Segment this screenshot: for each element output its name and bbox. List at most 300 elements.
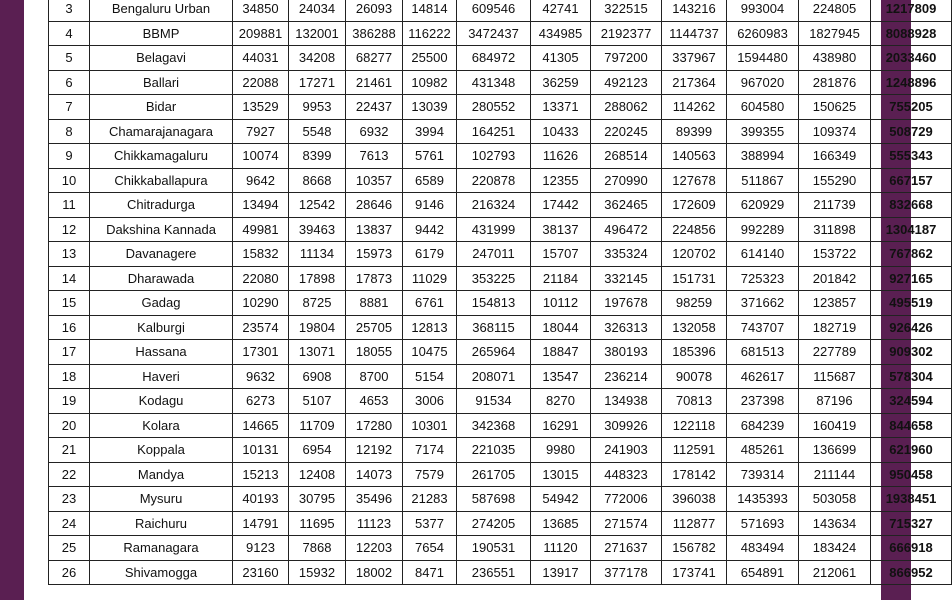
cell-c7: 332145	[591, 266, 662, 291]
cell-c6: 434985	[531, 21, 591, 46]
cell-c9: 681513	[727, 340, 799, 365]
table-row	[49, 340, 952, 365]
cell-c10: 123857	[799, 291, 871, 316]
cell-c2: 11134	[289, 242, 346, 267]
total-cell: 832668	[871, 193, 952, 218]
cell-c10: 211739	[799, 193, 871, 218]
cell-c10: 136699	[799, 438, 871, 463]
cell-c9: 614140	[727, 242, 799, 267]
cell-c9: 371662	[727, 291, 799, 316]
serial-number-cell: 20	[49, 413, 90, 438]
cell-c9: 399355	[727, 119, 799, 144]
cell-c6: 13917	[531, 560, 591, 585]
cell-c6: 12355	[531, 168, 591, 193]
cell-c8: 224856	[662, 217, 727, 242]
serial-number-cell: 11	[49, 193, 90, 218]
district-name-cell: Chitradurga	[90, 193, 233, 218]
district-name-cell: Mandya	[90, 462, 233, 487]
table-row	[49, 462, 952, 487]
cell-c2: 132001	[289, 21, 346, 46]
cell-c8: 127678	[662, 168, 727, 193]
cell-c8: 173741	[662, 560, 727, 585]
cell-c4: 9146	[403, 193, 457, 218]
cell-c1: 13494	[233, 193, 289, 218]
district-name-cell: Kalburgi	[90, 315, 233, 340]
cell-c1: 23574	[233, 315, 289, 340]
cell-c8: 151731	[662, 266, 727, 291]
district-name-cell: Ballari	[90, 70, 233, 95]
cell-c7: 335324	[591, 242, 662, 267]
cell-c4: 9442	[403, 217, 457, 242]
cell-c7: 797200	[591, 46, 662, 71]
cell-c3: 22437	[346, 95, 403, 120]
cell-c3: 8881	[346, 291, 403, 316]
cell-c1: 9123	[233, 536, 289, 561]
border-left	[0, 0, 24, 600]
total-cell: 866952	[871, 560, 952, 585]
cell-c10: 311898	[799, 217, 871, 242]
district-name-cell: Raichuru	[90, 511, 233, 536]
district-name-cell: Haveri	[90, 364, 233, 389]
cell-c10: 211144	[799, 462, 871, 487]
cell-c3: 13837	[346, 217, 403, 242]
cell-c5: 190531	[457, 536, 531, 561]
cell-c8: 140563	[662, 144, 727, 169]
table-row	[49, 119, 952, 144]
serial-number-cell: 19	[49, 389, 90, 414]
serial-number-cell: 21	[49, 438, 90, 463]
cell-c5: 261705	[457, 462, 531, 487]
table-body	[49, 0, 952, 585]
total-cell: 578304	[871, 364, 952, 389]
cell-c2: 39463	[289, 217, 346, 242]
cell-c5: 274205	[457, 511, 531, 536]
cell-c6: 18847	[531, 340, 591, 365]
cell-c1: 17301	[233, 340, 289, 365]
cell-c1: 9642	[233, 168, 289, 193]
cell-c10: 183424	[799, 536, 871, 561]
serial-number-cell: 25	[49, 536, 90, 561]
cell-c3: 17873	[346, 266, 403, 291]
table-row	[49, 487, 952, 512]
cell-c7: 496472	[591, 217, 662, 242]
cell-c7: 772006	[591, 487, 662, 512]
cell-c10: 438980	[799, 46, 871, 71]
serial-number-cell: 15	[49, 291, 90, 316]
total-cell: 950458	[871, 462, 952, 487]
cell-c5: 221035	[457, 438, 531, 463]
district-name-cell: Koppala	[90, 438, 233, 463]
cell-c7: 309926	[591, 413, 662, 438]
district-name-cell: BBMP	[90, 21, 233, 46]
cell-c5: 342368	[457, 413, 531, 438]
cell-c4: 14814	[403, 0, 457, 21]
total-cell: 926426	[871, 315, 952, 340]
total-cell: 715327	[871, 511, 952, 536]
cell-c3: 12192	[346, 438, 403, 463]
cell-c1: 44031	[233, 46, 289, 71]
table-row	[49, 21, 952, 46]
cell-c1: 34850	[233, 0, 289, 21]
cell-c3: 6932	[346, 119, 403, 144]
cell-c5: 368115	[457, 315, 531, 340]
cell-c7: 326313	[591, 315, 662, 340]
cell-c2: 9953	[289, 95, 346, 120]
cell-c9: 725323	[727, 266, 799, 291]
cell-c3: 68277	[346, 46, 403, 71]
cell-c9: 993004	[727, 0, 799, 21]
cell-c2: 8668	[289, 168, 346, 193]
cell-c1: 10074	[233, 144, 289, 169]
cell-c2: 11709	[289, 413, 346, 438]
cell-c10: 143634	[799, 511, 871, 536]
cell-c2: 17898	[289, 266, 346, 291]
cell-c5: 208071	[457, 364, 531, 389]
cell-c1: 22088	[233, 70, 289, 95]
cell-c4: 21283	[403, 487, 457, 512]
cell-c5: 587698	[457, 487, 531, 512]
total-cell: 324594	[871, 389, 952, 414]
cell-c3: 4653	[346, 389, 403, 414]
cell-c8: 112877	[662, 511, 727, 536]
cell-c6: 11626	[531, 144, 591, 169]
cell-c9: 967020	[727, 70, 799, 95]
cell-c2: 12542	[289, 193, 346, 218]
cell-c6: 18044	[531, 315, 591, 340]
cell-c7: 220245	[591, 119, 662, 144]
cell-c4: 25500	[403, 46, 457, 71]
total-cell: 666918	[871, 536, 952, 561]
serial-number-cell: 16	[49, 315, 90, 340]
district-name-cell: Chamarajanagara	[90, 119, 233, 144]
cell-c8: 337967	[662, 46, 727, 71]
cell-c8: 185396	[662, 340, 727, 365]
cell-c8: 90078	[662, 364, 727, 389]
serial-number-cell: 3	[49, 0, 90, 21]
cell-c9: 237398	[727, 389, 799, 414]
serial-number-cell: 18	[49, 364, 90, 389]
cell-c6: 13371	[531, 95, 591, 120]
table-row	[49, 144, 952, 169]
cell-c2: 15932	[289, 560, 346, 585]
cell-c10: 227789	[799, 340, 871, 365]
serial-number-cell: 5	[49, 46, 90, 71]
cell-c10: 153722	[799, 242, 871, 267]
serial-number-cell: 7	[49, 95, 90, 120]
cell-c8: 122118	[662, 413, 727, 438]
cell-c4: 116222	[403, 21, 457, 46]
cell-c1: 9632	[233, 364, 289, 389]
cell-c4: 10982	[403, 70, 457, 95]
cell-c9: 620929	[727, 193, 799, 218]
cell-c2: 6908	[289, 364, 346, 389]
cell-c10: 115687	[799, 364, 871, 389]
cell-c10: 281876	[799, 70, 871, 95]
cell-c5: 247011	[457, 242, 531, 267]
cell-c3: 8700	[346, 364, 403, 389]
cell-c4: 8471	[403, 560, 457, 585]
cell-c6: 42741	[531, 0, 591, 21]
total-cell: 1217809	[871, 0, 952, 21]
cell-c5: 609546	[457, 0, 531, 21]
table-row	[49, 438, 952, 463]
cell-c5: 353225	[457, 266, 531, 291]
cell-c5: 220878	[457, 168, 531, 193]
cell-c10: 155290	[799, 168, 871, 193]
cell-c9: 483494	[727, 536, 799, 561]
cell-c3: 21461	[346, 70, 403, 95]
total-cell: 667157	[871, 168, 952, 193]
cell-c6: 41305	[531, 46, 591, 71]
cell-c10: 212061	[799, 560, 871, 585]
cell-c8: 178142	[662, 462, 727, 487]
district-name-cell: Hassana	[90, 340, 233, 365]
serial-number-cell: 10	[49, 168, 90, 193]
total-cell: 767862	[871, 242, 952, 267]
serial-number-cell: 14	[49, 266, 90, 291]
cell-c7: 271637	[591, 536, 662, 561]
cell-c10: 166349	[799, 144, 871, 169]
cell-c10: 182719	[799, 315, 871, 340]
cell-c3: 10357	[346, 168, 403, 193]
serial-number-cell: 24	[49, 511, 90, 536]
cell-c4: 3006	[403, 389, 457, 414]
cell-c2: 7868	[289, 536, 346, 561]
district-name-cell: Kolara	[90, 413, 233, 438]
cell-c6: 10112	[531, 291, 591, 316]
cell-c5: 91534	[457, 389, 531, 414]
cell-c4: 10475	[403, 340, 457, 365]
total-cell: 1938451	[871, 487, 952, 512]
cell-c8: 132058	[662, 315, 727, 340]
cell-c1: 14791	[233, 511, 289, 536]
cell-c3: 11123	[346, 511, 403, 536]
cell-c1: 15832	[233, 242, 289, 267]
total-cell: 508729	[871, 119, 952, 144]
serial-number-cell: 12	[49, 217, 90, 242]
table-row	[49, 70, 952, 95]
total-cell: 1248896	[871, 70, 952, 95]
cell-c1: 209881	[233, 21, 289, 46]
cell-c1: 10290	[233, 291, 289, 316]
cell-c10: 87196	[799, 389, 871, 414]
cell-c1: 14665	[233, 413, 289, 438]
cell-c3: 7613	[346, 144, 403, 169]
cell-c5: 684972	[457, 46, 531, 71]
serial-number-cell: 9	[49, 144, 90, 169]
cell-c9: 654891	[727, 560, 799, 585]
total-cell: 1304187	[871, 217, 952, 242]
district-name-cell: Davanagere	[90, 242, 233, 267]
cell-c7: 271574	[591, 511, 662, 536]
cell-c10: 150625	[799, 95, 871, 120]
district-name-cell: Dakshina Kannada	[90, 217, 233, 242]
total-cell: 8088928	[871, 21, 952, 46]
cell-c9: 6260983	[727, 21, 799, 46]
serial-number-cell: 6	[49, 70, 90, 95]
cell-c1: 40193	[233, 487, 289, 512]
cell-c7: 134938	[591, 389, 662, 414]
district-name-cell: Bidar	[90, 95, 233, 120]
table-row	[49, 46, 952, 71]
document-sheet	[30, 0, 937, 608]
serial-number-cell: 26	[49, 560, 90, 585]
cell-c8: 156782	[662, 536, 727, 561]
cell-c8: 70813	[662, 389, 727, 414]
cell-c9: 571693	[727, 511, 799, 536]
cell-c4: 13039	[403, 95, 457, 120]
cell-c4: 5377	[403, 511, 457, 536]
serial-number-cell: 8	[49, 119, 90, 144]
cell-c6: 16291	[531, 413, 591, 438]
cell-c6: 21184	[531, 266, 591, 291]
cell-c6: 10433	[531, 119, 591, 144]
cell-c8: 396038	[662, 487, 727, 512]
cell-c5: 216324	[457, 193, 531, 218]
cell-c9: 462617	[727, 364, 799, 389]
district-name-cell: Bengaluru Urban	[90, 0, 233, 21]
total-cell: 909302	[871, 340, 952, 365]
cell-c6: 11120	[531, 536, 591, 561]
district-name-cell: Belagavi	[90, 46, 233, 71]
cell-c7: 2192377	[591, 21, 662, 46]
cell-c3: 17280	[346, 413, 403, 438]
serial-number-cell: 4	[49, 21, 90, 46]
cell-c2: 34208	[289, 46, 346, 71]
cell-c9: 992289	[727, 217, 799, 242]
cell-c9: 388994	[727, 144, 799, 169]
cell-c9: 743707	[727, 315, 799, 340]
cell-c8: 98259	[662, 291, 727, 316]
cell-c6: 13685	[531, 511, 591, 536]
total-cell: 927165	[871, 266, 952, 291]
cell-c4: 7654	[403, 536, 457, 561]
district-name-cell: Shivamogga	[90, 560, 233, 585]
cell-c6: 9980	[531, 438, 591, 463]
cell-c6: 36259	[531, 70, 591, 95]
district-name-cell: Kodagu	[90, 389, 233, 414]
total-cell: 621960	[871, 438, 952, 463]
cell-c4: 3994	[403, 119, 457, 144]
cell-c4: 10301	[403, 413, 457, 438]
cell-c8: 120702	[662, 242, 727, 267]
cell-c9: 511867	[727, 168, 799, 193]
cell-c7: 377178	[591, 560, 662, 585]
cell-c3: 386288	[346, 21, 403, 46]
cell-c6: 54942	[531, 487, 591, 512]
cell-c10: 224805	[799, 0, 871, 21]
cell-c2: 13071	[289, 340, 346, 365]
cell-c6: 38137	[531, 217, 591, 242]
cell-c8: 172609	[662, 193, 727, 218]
cell-c7: 236214	[591, 364, 662, 389]
cell-c4: 5761	[403, 144, 457, 169]
cell-c4: 6589	[403, 168, 457, 193]
cell-c3: 26093	[346, 0, 403, 21]
cell-c9: 1594480	[727, 46, 799, 71]
cell-c2: 5107	[289, 389, 346, 414]
cell-c2: 8399	[289, 144, 346, 169]
cell-c10: 503058	[799, 487, 871, 512]
cell-c3: 15973	[346, 242, 403, 267]
table-row	[49, 536, 952, 561]
cell-c2: 30795	[289, 487, 346, 512]
table-row	[49, 560, 952, 585]
cell-c5: 280552	[457, 95, 531, 120]
cell-c2: 6954	[289, 438, 346, 463]
cell-c2: 19804	[289, 315, 346, 340]
district-name-cell: Dharawada	[90, 266, 233, 291]
table-row	[49, 193, 952, 218]
cell-c7: 268514	[591, 144, 662, 169]
cell-c1: 13529	[233, 95, 289, 120]
cell-c7: 322515	[591, 0, 662, 21]
district-name-cell: Gadag	[90, 291, 233, 316]
table-row	[49, 168, 952, 193]
table-row	[49, 413, 952, 438]
cell-c5: 154813	[457, 291, 531, 316]
cell-c6: 13015	[531, 462, 591, 487]
cell-c1: 10131	[233, 438, 289, 463]
district-data-table	[48, 0, 952, 585]
serial-number-cell: 23	[49, 487, 90, 512]
cell-c7: 380193	[591, 340, 662, 365]
table-row	[49, 315, 952, 340]
cell-c3: 12203	[346, 536, 403, 561]
cell-c5: 164251	[457, 119, 531, 144]
table-row	[49, 291, 952, 316]
cell-c2: 12408	[289, 462, 346, 487]
cell-c9: 684239	[727, 413, 799, 438]
district-name-cell: Chikkamagaluru	[90, 144, 233, 169]
cell-c3: 35496	[346, 487, 403, 512]
cell-c6: 17442	[531, 193, 591, 218]
serial-number-cell: 13	[49, 242, 90, 267]
table-row	[49, 242, 952, 267]
cell-c5: 3472437	[457, 21, 531, 46]
table-row	[49, 95, 952, 120]
cell-c5: 236551	[457, 560, 531, 585]
cell-c6: 15707	[531, 242, 591, 267]
table-row	[49, 217, 952, 242]
cell-c8: 143216	[662, 0, 727, 21]
cell-c7: 197678	[591, 291, 662, 316]
cell-c1: 23160	[233, 560, 289, 585]
cell-c6: 13547	[531, 364, 591, 389]
cell-c5: 102793	[457, 144, 531, 169]
total-cell: 844658	[871, 413, 952, 438]
cell-c4: 11029	[403, 266, 457, 291]
cell-c5: 265964	[457, 340, 531, 365]
cell-c3: 25705	[346, 315, 403, 340]
cell-c6: 8270	[531, 389, 591, 414]
total-cell: 2033460	[871, 46, 952, 71]
cell-c1: 49981	[233, 217, 289, 242]
cell-c1: 7927	[233, 119, 289, 144]
total-cell: 495519	[871, 291, 952, 316]
cell-c1: 6273	[233, 389, 289, 414]
cell-c7: 448323	[591, 462, 662, 487]
table-row	[49, 389, 952, 414]
cell-c9: 485261	[727, 438, 799, 463]
total-cell: 555343	[871, 144, 952, 169]
cell-c10: 109374	[799, 119, 871, 144]
cell-c9: 739314	[727, 462, 799, 487]
table-row	[49, 0, 952, 21]
cell-c7: 362465	[591, 193, 662, 218]
cell-c4: 12813	[403, 315, 457, 340]
cell-c3: 18055	[346, 340, 403, 365]
